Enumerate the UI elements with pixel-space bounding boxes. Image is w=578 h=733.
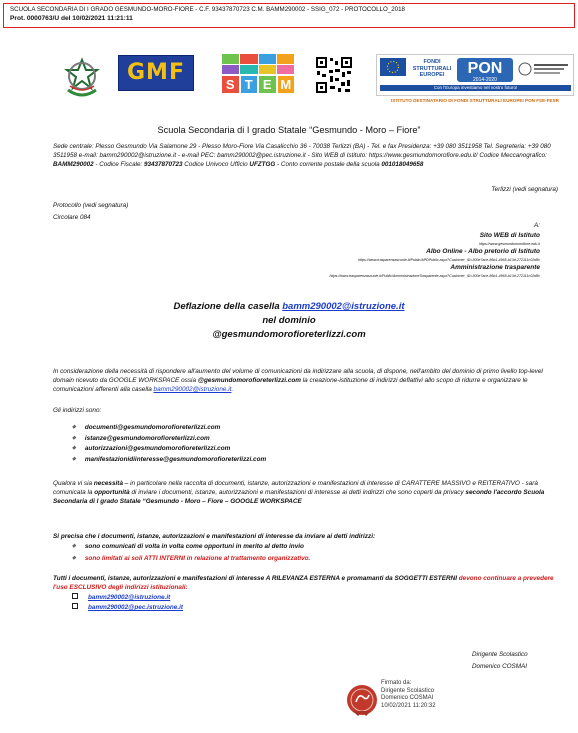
- p4-text-b: devono continuare a prevedere l'uso ESCLUSIVO degli indirizzi istituzionali:: [53, 575, 554, 592]
- p3-text: Si precisa che i documenti, istanze, autorizzazioni e manifestazioni di interesse da inviare ai detti indirizzi:: [53, 533, 376, 540]
- pon-years: 2014-2020: [473, 77, 497, 83]
- p2-text-b: – in particolare nella raccolta di documenti, istanze, autorizzazioni e manifestazioni di interesse di CARATTERE MASSIVO e REITERATIVO - sarà comunicata la: [53, 480, 538, 497]
- ufficio-code: UFZTGG: [249, 161, 276, 168]
- list-item: ◆ sono comunicati di volta in volta come opportuni in merito al detto invio: [72, 541, 310, 553]
- p4-text-a: Tutti i documenti, istanze, autorizzazioni e manifestazioni di interesse A RILEVANZA ESTERNA e promamanti da SOGGETTI ESTERNI: [53, 575, 459, 582]
- stem-letter-m: M: [278, 76, 295, 93]
- fiscal-code: 93437870723: [144, 161, 183, 168]
- p1-end: .: [231, 386, 234, 394]
- stem-word: [222, 76, 294, 93]
- list-item: ◆ manifestazionidiinteresse@gesmundomorofioreterlizzi.com: [72, 455, 266, 466]
- list-item: ◆ autorizzazioni@gesmundomorofioreterlizzi.com: [72, 444, 266, 455]
- stem-logo: [222, 54, 294, 94]
- addresses-list: [72, 423, 266, 465]
- fiscal-label: - Codice Fiscale:: [95, 161, 143, 168]
- recipient-site-title: Sito WEB di Istituto: [479, 232, 540, 239]
- recipients: [240, 222, 540, 280]
- school-name: Scuola Secondaria di I grado Statale “Gesmundo - Moro – Fiore”: [157, 125, 421, 135]
- pon-caption: ISTITUTO DESTINATARIO DI FONDI STRUTTURALI EUROPEI PON FSE-FESR: [391, 98, 559, 103]
- recipient-trasparenza-title: Amministrazione trasparente: [450, 264, 540, 271]
- p1-text-a: In considerazione della necessità di rispondere all'aumento del volume di comunicazioni da indirizzare alla scuola, di dispone, nell'ambito del dominio di primo livello top-level domain ricevuto da GOOGLE WORKSPACE ossia: [53, 368, 543, 385]
- protocol-stamp: [3, 3, 575, 28]
- school-info: [53, 142, 561, 169]
- dsig-line-3: Domenico COSMAI: [381, 695, 434, 702]
- qr-code-icon: [315, 56, 353, 94]
- list-item: [72, 593, 183, 603]
- stem-letter-e: E: [259, 76, 276, 93]
- p1-text-b: la creazione-istituzione di indirizzi deflattivi allo scopo di ridurre e organizzare le comunicazioni afferenti alla casella: [53, 377, 528, 394]
- stamp-line-2: Prot. 0000763/U del 10/02/2021 11:21:11: [10, 15, 133, 22]
- italian-republic-emblem-icon: [62, 56, 102, 100]
- recipient-albo-title: Albo Online - Albo pretorio di Istituto: [426, 248, 540, 255]
- contacts-line: Tel. Segreteria: +39 080 3511958 e-mail: bamm290002@istruzione.it - e-mail PEC: bamm290002@pec.istruzione.it - Sito WEB di Istituto:: [53, 143, 551, 159]
- recipient-site-url[interactable]: https://www.gesmundomorofiore.edu.it: [478, 242, 540, 246]
- digital-signature-text: [381, 680, 436, 710]
- protocol-info: [53, 200, 128, 224]
- pon-slogan: Con l'Europa investiamo nel vostro futuro!: [380, 85, 571, 91]
- address-line: Sede centrale: Plesso Gesmundo Via Salamone 29 - Plesso Moro-Fiore Via Casalicchio 36 - 70038 Terlizzi (BA) - Tel. e fax Presidenza: +39 080 3511958: [53, 143, 482, 150]
- p2-necessita: necessità: [93, 480, 123, 487]
- clarification-list: [72, 541, 310, 565]
- ministry-logo-icon: [517, 59, 571, 79]
- paragraph-privacy: [53, 479, 561, 507]
- place-date: Terlizzi (vedi segnatura): [491, 186, 558, 193]
- title-line-3: @gesmundomorofioreterlizzi.com: [212, 329, 366, 340]
- institutional-addresses-list: [72, 593, 183, 613]
- paragraph-external: [53, 574, 561, 592]
- signature-role: Dirigente Scolastico: [472, 651, 528, 658]
- stamp-line-1: SCUOLA SECONDARIA DI I GRADO GESMUNDO-MORO-FIORE - C.F. 93437870723 C.M. BAMM290002 - SSIG_072 - PROTOCOLLO_2018: [10, 6, 405, 13]
- institutional-pec-link[interactable]: bamm290002@pec.istruzione.it: [88, 604, 184, 611]
- title-prefix: Deflazione della casella: [173, 301, 283, 312]
- dsig-line-4: 10/02/2021 11:20:32: [381, 702, 436, 709]
- conto-label: - Conto corrente postale della scuola: [277, 161, 380, 168]
- paragraph-intro: [53, 367, 561, 395]
- ufficio-label: Codice Univoco Ufficio: [184, 161, 248, 168]
- recipient-trasparenza-url[interactable]: https://www.trasparenzascuole.it/Public/AmministrazioneTrasparente.aspx?Customer_ID=300e7ace-86b1-4965-b13d-272111c02d8c: [329, 274, 540, 278]
- mecc-code: BAMM290002: [53, 161, 94, 168]
- pon-word: PON: [467, 60, 503, 77]
- p2-text-a: Qualora vi sia: [53, 480, 94, 487]
- pon-logo: [457, 58, 513, 82]
- paragraph-clarification: [53, 532, 561, 541]
- p2-text-d: secondo l'accordo Scuola Secondaria di I grado Statale “Gesmundo - Moro – Fiore – GOOGLE WORKSPACE: [53, 489, 545, 506]
- list-item: ◆ istanze@gesmundomorofioreterlizzi.com: [72, 434, 266, 445]
- logo-strip: [0, 50, 578, 110]
- p2-text-c: di inviare i documenti, istanze, autorizzazioni e manifestazioni di interesse ai detti indirizzi che sono coperti da privacy: [129, 489, 466, 497]
- pon-fondi-label: FONDI STRUTTURALI EUROPEI: [412, 59, 452, 78]
- p2-opportunita: opportunità: [94, 489, 130, 497]
- stem-letter-s: S: [222, 76, 239, 93]
- list-item: [72, 603, 183, 613]
- dsig-line-1: Firmato da:: [381, 680, 412, 686]
- p1-domain: @gesmundomorofioreterlizzi.com: [197, 377, 301, 385]
- list-item: ◆ sono limitati ai soli ATTI INTERNI in relazione al trattamento organizzativo.: [72, 553, 310, 565]
- addresses-intro: Gli indirizzi sono:: [53, 407, 102, 414]
- gmf-logo: GMF: [118, 55, 194, 91]
- stem-letter-t: T: [241, 76, 258, 93]
- dsig-line-2: Dirigente Scolastico: [381, 687, 435, 694]
- recipients-to: A:: [534, 222, 540, 229]
- conto-code: 001018049658: [381, 161, 424, 168]
- title-line-2: nel dominio: [262, 315, 316, 326]
- web-prefix: https://www.gesmundomorofiore.edu.it/ Codice Meccanografico:: [368, 152, 547, 159]
- p1-email-link[interactable]: bamm290002@istruzione.it: [153, 386, 232, 394]
- stem-tiles: [222, 54, 294, 74]
- signature-block: [472, 649, 528, 673]
- signature-name: Domenico COSMAI: [472, 663, 527, 670]
- digital-signature-seal-icon: [345, 683, 379, 717]
- title-email-link[interactable]: bamm290002@istruzione.it: [282, 301, 405, 312]
- circular-number: Circolare 084: [53, 214, 91, 221]
- document-title: [0, 300, 578, 342]
- institutional-email-link[interactable]: bamm290002@istruzione.it: [88, 594, 171, 601]
- list-item: ◆ documenti@gesmundomorofioreterlizzi.com: [72, 423, 266, 434]
- protocol-line: Protocollo (vedi segnatura): [53, 202, 129, 209]
- pon-banner: [376, 54, 574, 96]
- eu-flag-icon: [380, 58, 406, 76]
- recipient-albo-url[interactable]: https://www.trasparenzascuole.it/Public/APDPublic.aspx?Customer_ID=300e7ace-86b1-4965-b13d-272111c02d8c: [358, 258, 540, 262]
